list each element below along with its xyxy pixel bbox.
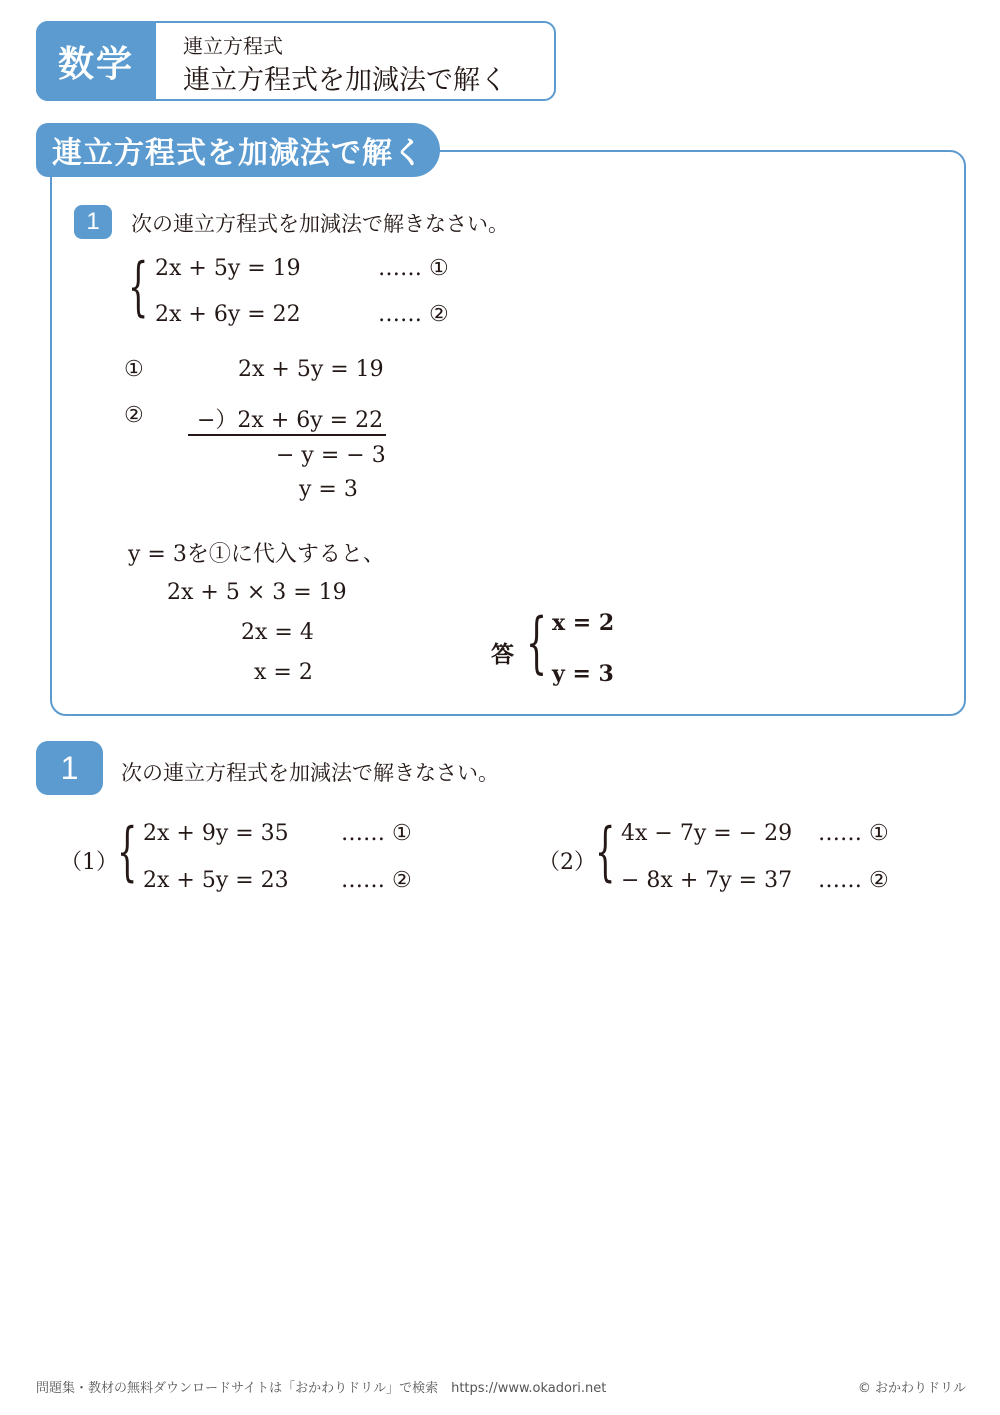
problem-1-eq1: 2x + 9y = 35 [143, 821, 289, 846]
step-row-1: 2x + 5y = 19 [238, 357, 384, 382]
substitution-text: y = 3を①に代入すると、 [128, 542, 385, 567]
substitution-line-3: x = 2 [254, 660, 313, 685]
answer-label: 答 [491, 642, 514, 668]
problem-2-mark2: …… ② [818, 868, 889, 893]
example-instruction: 次の連立方程式を加減法で解きなさい。 [131, 212, 509, 236]
step-result-1: − y = − 3 [276, 443, 386, 468]
step-result-2: y = 3 [299, 477, 358, 502]
problem-1-eq2: 2x + 5y = 23 [143, 868, 289, 893]
answer-brace: { [526, 604, 547, 681]
exercise-instruction: 次の連立方程式を加減法で解きなさい。 [121, 761, 499, 785]
topic-label: 連立方程式 [183, 34, 283, 58]
step-label-2: ② [124, 403, 144, 428]
step-row-2: −）2x + 6y = 22 [197, 408, 384, 433]
example-number-badge: 1 [74, 205, 112, 239]
substitution-line-1: 2x + 5 × 3 = 19 [167, 580, 347, 605]
problem-1-label: （1） [60, 850, 118, 875]
substitution-line-2: 2x = 4 [241, 620, 314, 645]
step-label-1: ① [124, 357, 144, 382]
problem-2-brace: { [595, 815, 616, 889]
problem-2-label: （2） [538, 850, 596, 875]
page-title: 連立方程式を加減法で解く [183, 65, 507, 96]
example-eq1: 2x + 5y = 19 [155, 256, 301, 281]
problem-2-mark1: …… ① [818, 821, 889, 846]
problem-1-mark2: …… ② [341, 868, 412, 893]
problem-1-brace: { [117, 815, 138, 889]
example-title: 連立方程式を加減法で解く [36, 123, 440, 177]
example-mark2: …… ② [378, 302, 449, 327]
subtraction-line [188, 434, 386, 436]
problem-2-eq1: 4x − 7y = − 29 [621, 821, 793, 846]
answer-x: x = 2 [552, 610, 615, 636]
problem-2-eq2: − 8x + 7y = 37 [621, 868, 793, 893]
example-brace: { [128, 250, 149, 324]
footer-left: 問題集・教材の無料ダウンロードサイトは「おかわりドリル」で検索 https://www.okadori.net [36, 1381, 607, 1396]
footer-right: © おかわりドリル [857, 1381, 966, 1396]
subject-tag: 数学 [36, 21, 156, 101]
example-mark1: …… ① [378, 256, 449, 281]
problem-1-mark1: …… ① [341, 821, 412, 846]
example-eq2: 2x + 6y = 22 [155, 302, 301, 327]
exercise-number-badge: 1 [36, 741, 103, 795]
answer-y: y = 3 [552, 661, 614, 687]
